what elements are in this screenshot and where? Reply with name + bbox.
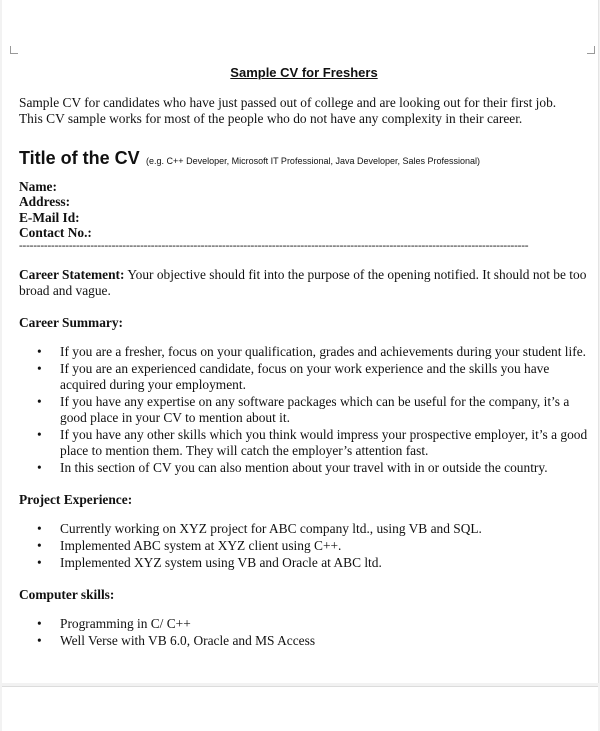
margin-corner-top-left	[10, 46, 18, 54]
list-item: • Well Verse with VB 6.0, Oracle and MS Access	[19, 633, 589, 649]
field-email: E-Mail Id:	[19, 209, 80, 225]
document-body[interactable]	[19, 65, 589, 650]
career-statement-label: Career Statement:	[19, 266, 125, 282]
list-item: • In this section of CV you can also mention about your travel with in or outside the country.	[19, 460, 589, 476]
computer-skills-heading: Computer skills:	[19, 586, 115, 602]
list-item: • Implemented XYZ system using VB and Oracle at ABC ltd.	[19, 555, 589, 571]
list-item: • Currently working on XYZ project for ABC company ltd., using VB and SQL.	[19, 521, 589, 537]
career-summary-list	[19, 344, 589, 476]
intro-line: This CV sample works for most of the people who do not have any complexity in their career.	[19, 111, 523, 126]
document-title: Sample CV for Freshers	[230, 65, 378, 80]
field-contact: Contact No.:	[19, 225, 92, 241]
cv-title-hint: (e.g. C++ Developer, Microsoft IT Professional, Java Developer, Sales Professional)	[146, 156, 481, 166]
career-statement-text: Your objective should fit into the purpose of the opening notified. It should not be too broad and vague.	[19, 266, 587, 298]
field-name: Name:	[19, 179, 57, 194]
list-item: • Programming in C/ C++	[19, 616, 589, 632]
list-item: • If you have any expertise on any software packages which can be useful for the company, it’s a good place in your CV to mention about it.	[19, 394, 589, 426]
cv-title: Title of the CV	[19, 148, 140, 168]
intro-line: Sample CV for candidates who have just passed out of college and are looking out for their first job.	[19, 95, 557, 110]
list-item: • If you are an experienced candidate, focus on your work experience and the skills you have acquired during your employment.	[19, 361, 589, 393]
margin-corner-top-right	[587, 46, 595, 54]
career-statement	[19, 267, 589, 299]
project-experience-heading: Project Experience:	[19, 491, 133, 507]
dashed-divider: -----------------------------------------------------------------------------------------------------------------------------------------------	[19, 239, 529, 252]
intro-paragraph	[19, 95, 589, 127]
list-item: • Implemented ABC system at XYZ client using C++.	[19, 538, 589, 554]
list-item: • If you are a fresher, focus on your qualification, grades and achievements during your student life.	[19, 344, 589, 360]
project-experience-list	[19, 521, 589, 571]
contact-fields	[19, 179, 589, 241]
list-item: • If you have any other skills which you think would impress your prospective employer, it’s a good place to mention them. They will catch the employer’s attention fast.	[19, 427, 589, 459]
next-page	[2, 686, 598, 731]
computer-skills-list	[19, 616, 589, 649]
field-address: Address:	[19, 194, 71, 210]
cv-title-heading	[19, 150, 589, 169]
career-summary-heading: Career Summary:	[19, 314, 123, 330]
document-page	[2, 0, 599, 683]
